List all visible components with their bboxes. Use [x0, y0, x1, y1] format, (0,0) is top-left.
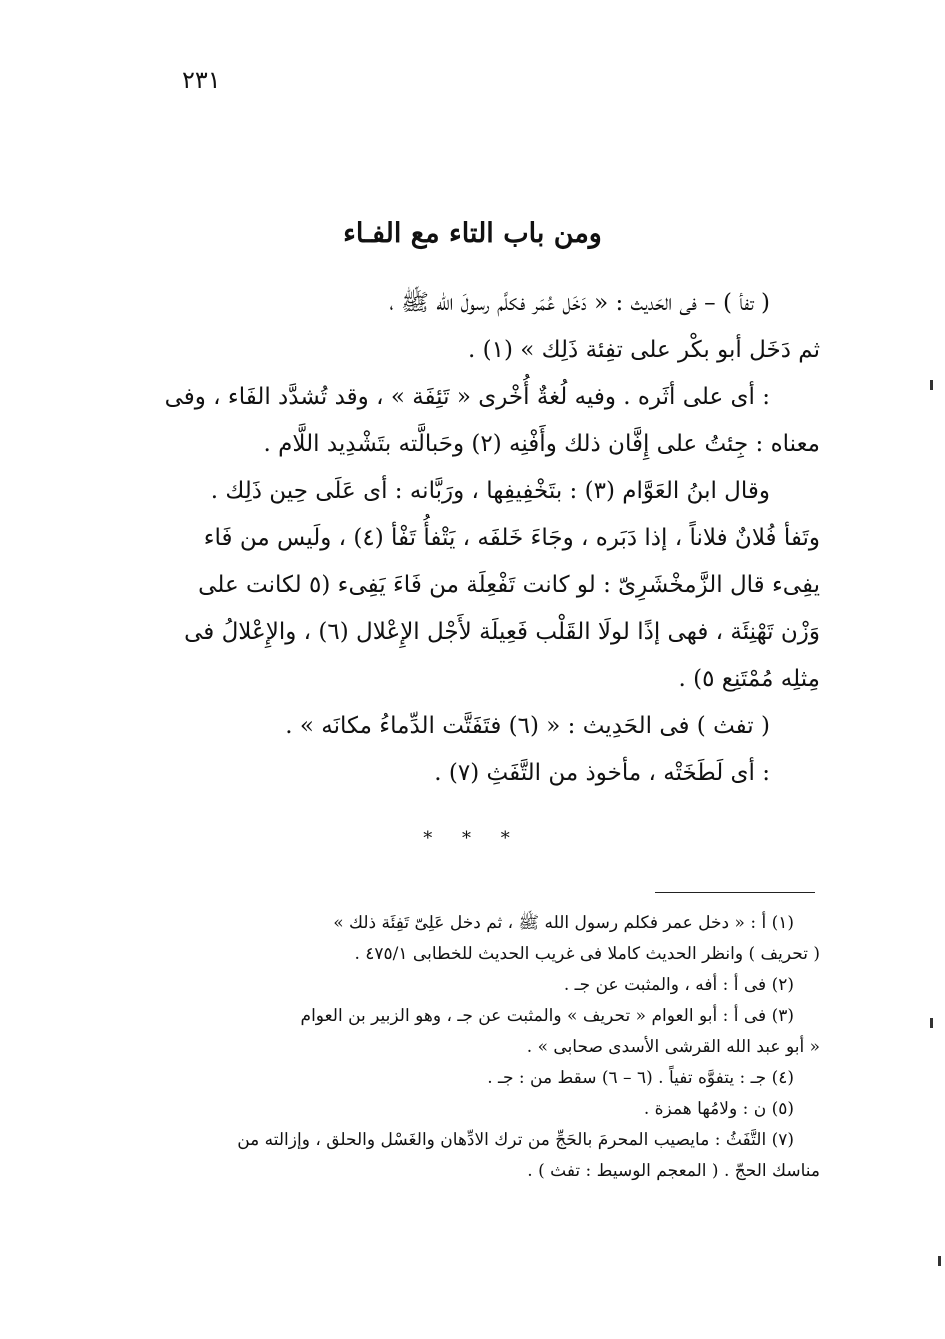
footnote-divider: [655, 892, 815, 893]
margin-mark-upper: [930, 380, 933, 390]
entry-tafath-line-2: : أى لَطَخَتْه ، مأخوذ من التَّفَثِ (٧) .: [434, 760, 770, 786]
entry-tafa-line-7: يفِىء قال الزَّمخْشَرِىّ : لو كانت تَفْعِلَة من فَاءَ يَفِىء (٥ لكانت على: [198, 572, 820, 598]
footnote-line-5: « أبو عبد الله القرشى الأسدى صحابى » .: [526, 1037, 820, 1057]
entry-tafa-line-9: مِثلِه مُمْتَنِع ٥) .: [678, 666, 820, 692]
section-separator: * * *: [423, 828, 522, 849]
footnote-line-6: (٤) جـ : يتفوَّه تفياً . (٦ – ٦) سقط من : جـ .: [487, 1068, 794, 1088]
footnote-line-1: (١) أ : « دخل عمر فكلم رسول الله ﷺ ، ثم دخل عَلِىّ تَفِئَة ذلك »: [333, 913, 794, 933]
entry-tafath-line-1: ( تفث ) فى الحَدِيث : « (٦) فتَفَتَّت الدِّماءُ مكانَه » .: [285, 713, 770, 739]
page-number: ٢٣١: [182, 66, 221, 94]
footnote-line-8: (٧) التَّفَثُ : مايصيب المحرمَ بالحَجِّ من ترك الادِّهان والغَسْل والحلق ، وإزالته من: [237, 1130, 794, 1150]
margin-mark-middle: [930, 1018, 933, 1028]
entry-tafa-line-2: ثم دَخَل أبو بكْر على تفِئة ذَلِك » (١) .: [467, 337, 820, 363]
entry-tafa-line-4: معناه : جِئتُ على إِفَّان ذلك وأَفْنِه (٢) وحَبالَّته بتَشْدِيد اللَّام .: [263, 431, 820, 457]
section-title: ومن باب التاء مع الفـاء: [343, 218, 602, 249]
margin-mark-lower: [938, 1256, 941, 1266]
footnote-line-2: ( تحريف ) وانظر الحديث كاملا فى غريب الحديث للخطابى ٤٧٥/١ .: [354, 944, 820, 964]
entry-tafa-line-8: وَزْن تَهْنِئَة ، فهى إذًا لولَا القَلْب فَعِيلَة لأَجْل الإِعْلال (٦) ، والإِعْلالُ فى: [184, 619, 820, 645]
entry-tafa-line-6: وتَفأ فُلانٌ فلاناً ، إذا دَبَره ، وجَاءَ خَلفَه ، يَتْفأُ تَفْأ (٤) ، ولَيس من فَاء: [203, 525, 820, 551]
footnote-line-4: (٣) فى أ : أبو العوام « تحريف » والمثبت عن جـ ، وهو الزبير بن العوام: [300, 1006, 794, 1026]
footnotes: [128, 908, 820, 1187]
entry-tafa-line-5: وقال ابنُ العَوَّام (٣) : بتَخْفِيفِها ، ورَبَّانه : أى عَلَى حِين ذَلِك .: [210, 478, 770, 504]
body-text: [128, 280, 820, 797]
entry-tafa-line-3: : أى على أثَره . وفيه لُغةٌ أُخْرى « تَئِفَة » ، وقد تُشدَّد الفَاء ، وفى: [164, 384, 770, 410]
footnote-line-7: (٥) ن : ولامُها همزة .: [643, 1099, 794, 1119]
footnote-line-9: مناسك الحجّ . ( المعجم الوسيط : تفث ) .: [527, 1161, 820, 1181]
footnote-line-3: (٢) فى أ : أفه ، والمثبت عن جـ .: [563, 975, 794, 995]
entry-tafa-line-1: ( تفأ ) – فى الحَديث : « دَخَل عُمَر فكلَّم رسولَ الله ﷺ ،: [389, 290, 770, 316]
